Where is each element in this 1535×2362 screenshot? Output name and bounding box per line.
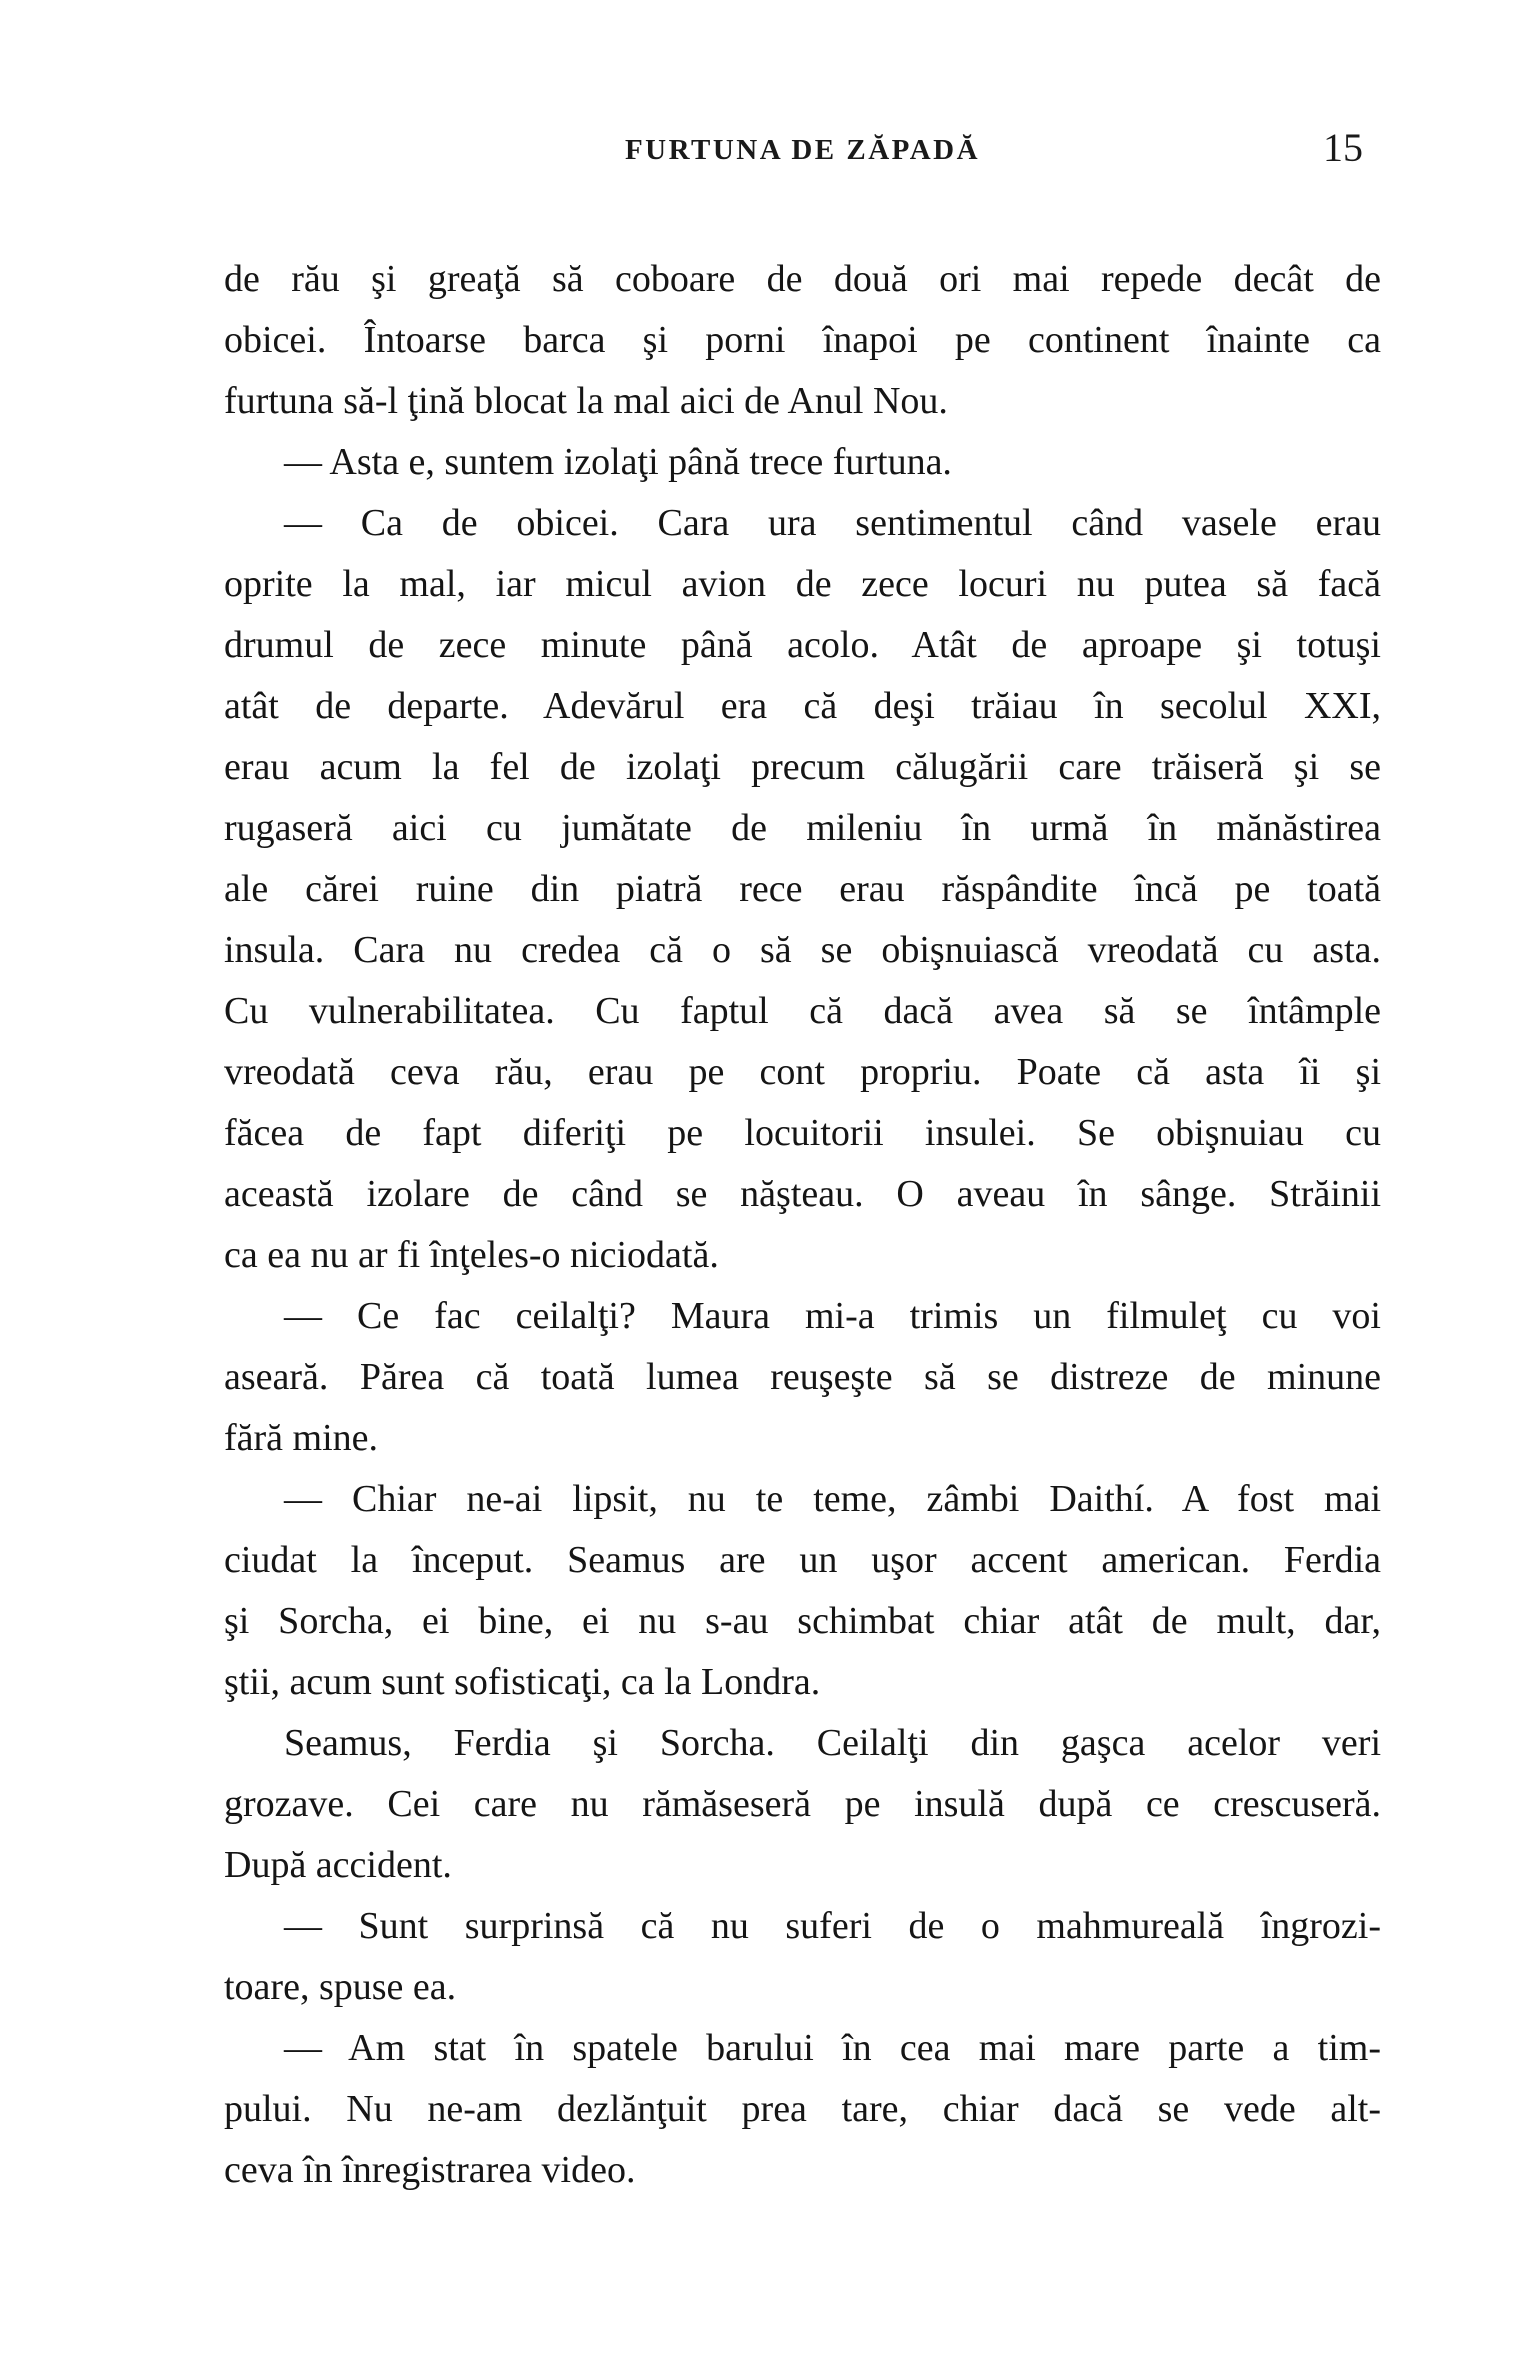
text-line: erau acum la fel de izolaţi precum călugării care trăiseră şi se bbox=[224, 746, 1381, 788]
running-title: FURTUNA DE ZĂPADĂ bbox=[624, 134, 981, 166]
text-line: toare, spuse ea. bbox=[224, 1966, 457, 2008]
text-line: — Asta e, suntem izolaţi până trece furtuna. bbox=[284, 441, 952, 483]
text-line: de rău şi greaţă să coboare de două ori mai repede decât de bbox=[224, 258, 1381, 300]
text-line: ceva în înregistrarea video. bbox=[224, 2149, 636, 2191]
text-line: vreodată ceva rău, erau pe cont propriu. Poate că asta îi şi bbox=[224, 1051, 1381, 1093]
text-line: — Am stat în spatele barului în cea mai mare parte a tim- bbox=[284, 2027, 1381, 2069]
text-line: ale cărei ruine din piatră rece erau răspândite încă pe toată bbox=[224, 868, 1381, 910]
text-line: aseară. Părea că toată lumea reuşeşte să se distreze de minune bbox=[224, 1356, 1381, 1398]
text-line: — Ca de obicei. Cara ura sentimentul când vasele erau bbox=[284, 502, 1381, 544]
text-line: Seamus, Ferdia şi Sorcha. Ceilalţi din gaşca acelor veri bbox=[284, 1722, 1381, 1764]
text-line: şi Sorcha, ei bine, ei nu s-au schimbat chiar atât de mult, dar, bbox=[224, 1600, 1381, 1642]
text-line: furtuna să-l ţină blocat la mal aici de Anul Nou. bbox=[224, 380, 948, 422]
text-line: insula. Cara nu credea că o să se obişnuiască vreodată cu asta. bbox=[224, 929, 1381, 971]
text-line: drumul de zece minute până acolo. Atât de aproape şi totuşi bbox=[224, 624, 1381, 666]
text-line: — Ce fac ceilalţi? Maura mi-a trimis un filmuleţ cu voi bbox=[284, 1295, 1381, 1337]
text-line: ştii, acum sunt sofisticaţi, ca la Londra. bbox=[224, 1661, 821, 1703]
running-header bbox=[224, 125, 1381, 170]
text-line: această izolare de când se năşteau. O aveau în sânge. Străinii bbox=[224, 1173, 1381, 1215]
text-line: obicei. Întoarse barca şi porni înapoi pe continent înainte ca bbox=[224, 319, 1381, 361]
text-line: fără mine. bbox=[224, 1417, 379, 1459]
text-line: pului. Nu ne-am dezlănţuit prea tare, chiar dacă se vede alt- bbox=[224, 2088, 1381, 2130]
text-line: rugaseră aici cu jumătate de mileniu în urmă în mănăstirea bbox=[224, 807, 1381, 849]
text-line: ca ea nu ar fi înţeles-o niciodată. bbox=[224, 1234, 719, 1276]
text-line: grozave. Cei care nu rămăseseră pe insulă după ce crescuseră. bbox=[224, 1783, 1381, 1825]
text-line: — Sunt surprinsă că nu suferi de o mahmureală îngrozi- bbox=[284, 1905, 1381, 1947]
text-line: ciudat la început. Seamus are un uşor accent american. Ferdia bbox=[224, 1539, 1381, 1581]
page-content bbox=[224, 0, 1381, 2362]
text-line: Cu vulnerabilitatea. Cu faptul că dacă avea să se întâmple bbox=[224, 990, 1381, 1032]
text-body bbox=[224, 249, 1381, 2201]
text-line: făcea de fapt diferiţi pe locuitorii insulei. Se obişnuiau cu bbox=[224, 1112, 1381, 1154]
page-number: 15 bbox=[1323, 125, 1363, 170]
text-line: atât de departe. Adevărul era că deşi trăiau în secolul XXI, bbox=[224, 685, 1381, 727]
text-line: — Chiar ne-ai lipsit, nu te teme, zâmbi Daithí. A fost mai bbox=[284, 1478, 1381, 1520]
text-line: După accident. bbox=[224, 1844, 452, 1886]
text-line: oprite la mal, iar micul avion de zece locuri nu putea să facă bbox=[224, 563, 1381, 605]
